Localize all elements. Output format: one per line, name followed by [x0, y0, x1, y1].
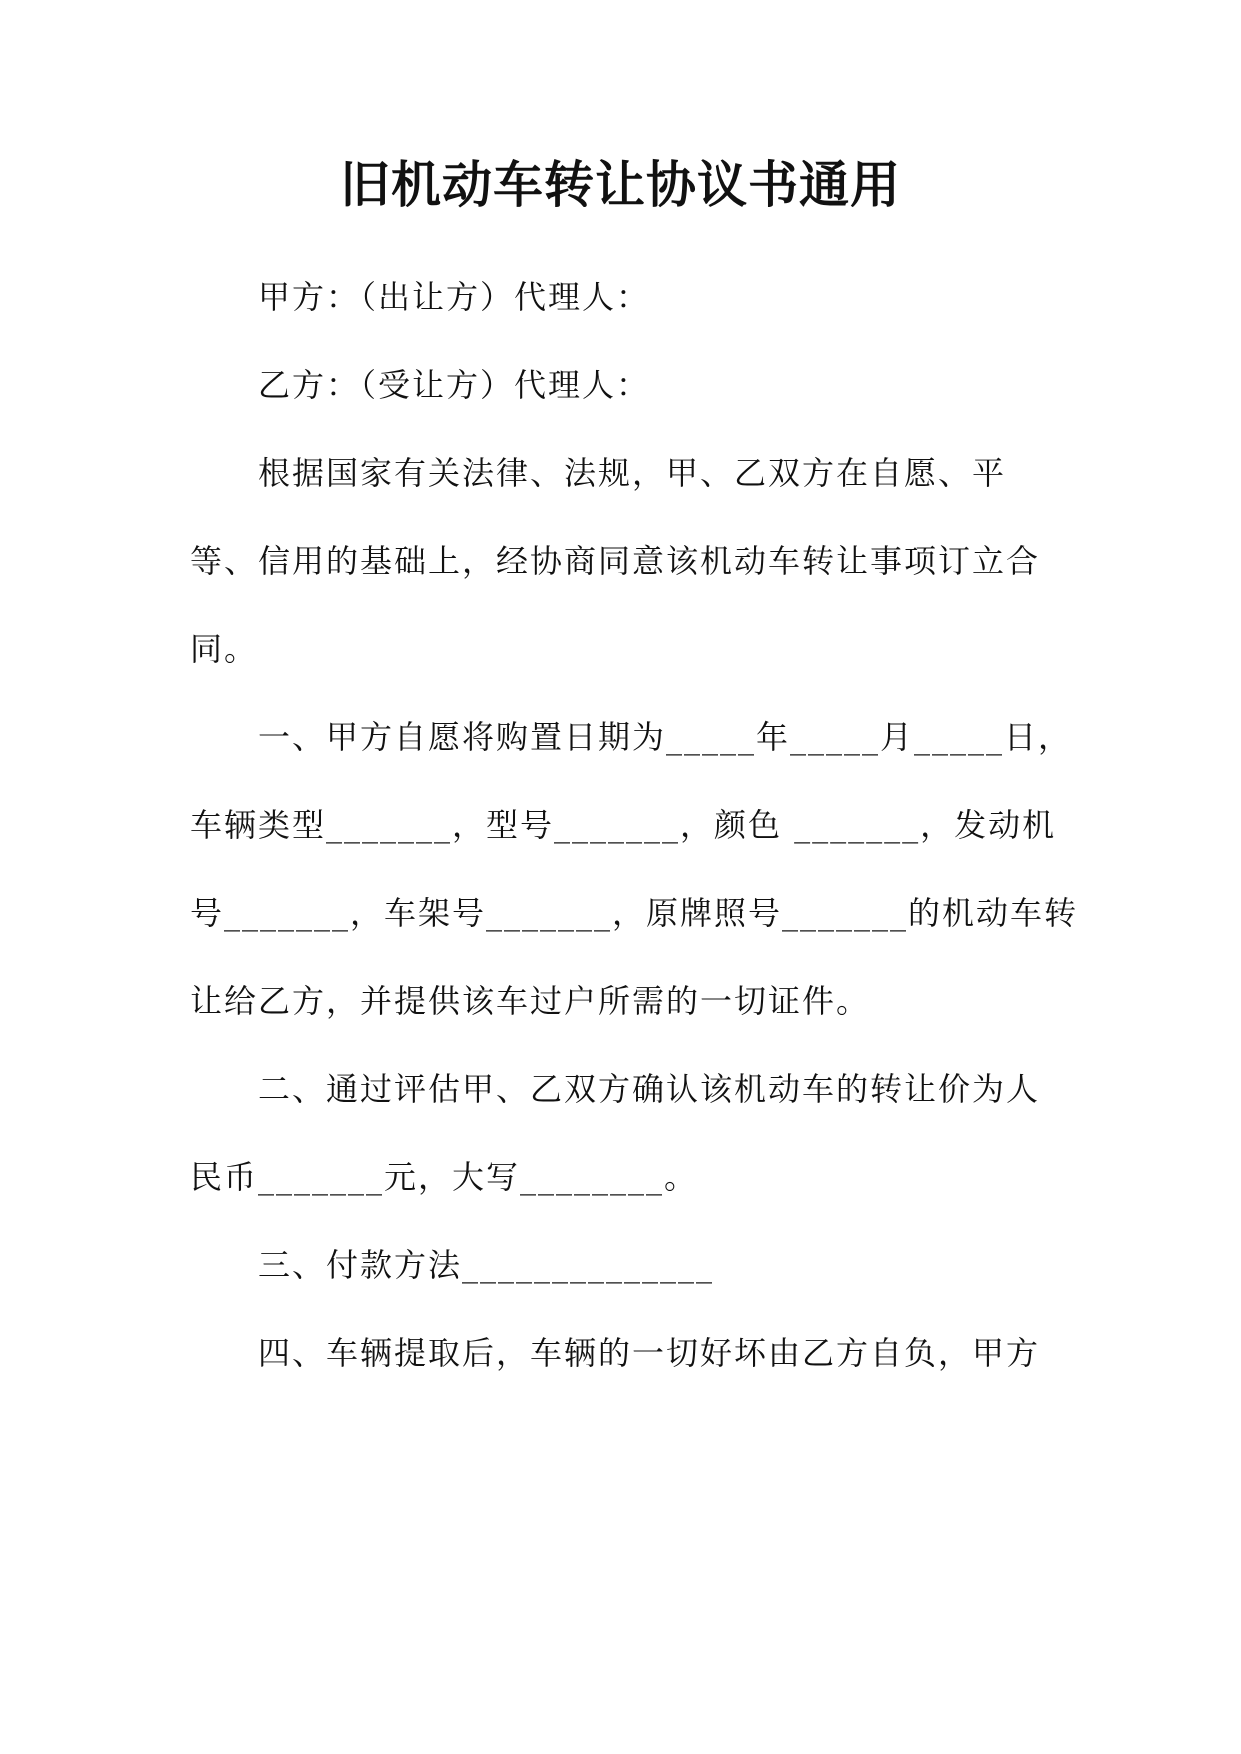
party-a-line: 甲方：（出让方）代理人：	[258, 278, 651, 316]
preamble-line-1: 根据国家有关法律、法规，甲、乙双方在自愿、平	[258, 454, 1007, 492]
clause-1-line-1: 一、甲方自愿将购置日期为_____年_____月_____日，	[258, 718, 1073, 756]
clause-4-line-1: 四、车辆提取后，车辆的一切好坏由乙方自负，甲方	[258, 1334, 1041, 1372]
clause-1-line-3: 号_______，车架号_______，原牌照号_______的机动车转	[190, 894, 1079, 932]
party-b-line: 乙方：（受让方）代理人：	[258, 366, 651, 404]
clause-1-line-4: 让给乙方，并提供该车过户所需的一切证件。	[190, 982, 871, 1020]
clause-1-line-2: 车辆类型_______，型号_______，颜色 _______，发动机	[190, 806, 1057, 844]
clause-3-line: 三、付款方法______________	[258, 1246, 715, 1284]
clause-2-line-1: 二、通过评估甲、乙双方确认该机动车的转让价为人	[258, 1070, 1041, 1108]
clause-2-line-2: 民币_______元，大写________。	[190, 1158, 699, 1196]
document-title: 旧机动车转让协议书通用	[340, 156, 901, 214]
preamble-line-3: 同。	[190, 630, 259, 668]
preamble-line-2: 等、信用的基础上，经协商同意该机动车转让事项订立合	[190, 542, 1041, 580]
